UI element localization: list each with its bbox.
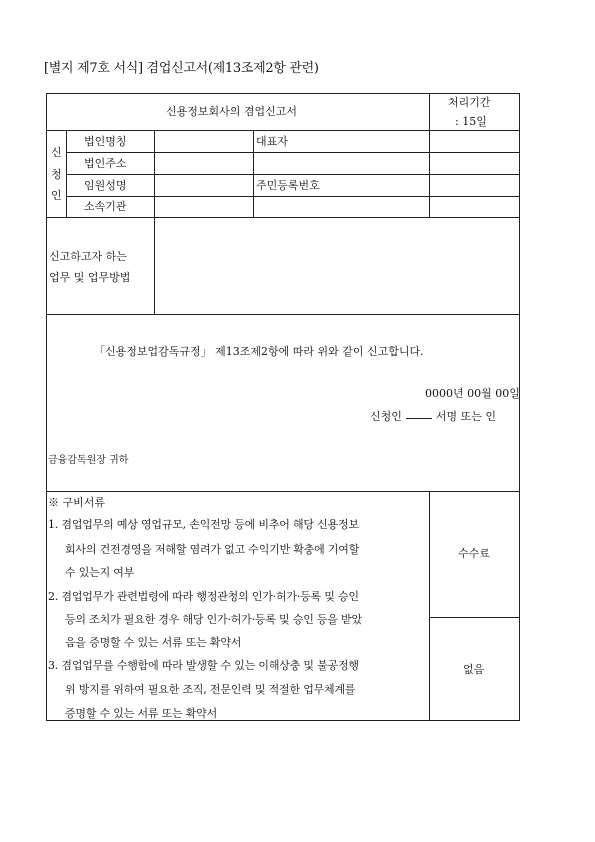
corporate-address-field[interactable]	[156, 153, 252, 174]
processing-period-label: 처리기간	[448, 96, 491, 109]
rule-applicant-right	[429, 130, 430, 217]
corporate-name-label: 법인명칭	[84, 135, 127, 148]
applicant-side-label-3: 인	[51, 189, 62, 202]
fee-label: 수수료	[458, 547, 490, 560]
form-title: [별지 제7호 서식] 겸업신고서(제13조제2항 관련)	[44, 61, 319, 76]
business-label-line1: 신고하고자 하는	[49, 250, 127, 263]
document-line: 1. 겸업업무의 예상 영업규모, 손익전망 등에 비추어 해당 신용정보	[48, 518, 359, 531]
document-line: 2. 겸업업무가 관련법령에 따라 행정관청의 인가·허가·등록 및 승인	[48, 590, 359, 603]
representative-field[interactable]	[431, 131, 519, 152]
business-description-field[interactable]	[156, 218, 519, 314]
rule-label-col	[154, 130, 155, 217]
corporate-address-label: 법인주소	[84, 157, 127, 170]
rule-business-label	[154, 217, 155, 314]
rule-fee-divider	[429, 617, 520, 618]
corporate-name-field[interactable]	[156, 131, 252, 152]
rule-side-label	[66, 130, 67, 217]
document-line: 회사의 건전경영을 저해할 염려가 없고 수익기반 확충에 기여할	[65, 543, 360, 556]
affiliation-label: 소속기관	[84, 200, 127, 213]
rule-processing-left	[429, 93, 430, 130]
executive-name-label: 임원성명	[84, 179, 127, 192]
rule-business-bottom	[46, 314, 520, 315]
rule-row-3	[66, 196, 520, 197]
resident-number-field[interactable]	[431, 175, 519, 196]
document-line: 3. 겸업업무를 수행함에 따라 발생할 수 있는 이해상충 및 불공정행	[48, 659, 359, 672]
document-line: 음을 증명할 수 있는 서류 또는 확약서	[65, 636, 242, 649]
processing-period-value: : 15일	[455, 115, 487, 128]
applicant-side-label-1: 신	[51, 146, 62, 159]
addressee: 금융감독원장 귀하	[48, 455, 129, 466]
rule-fee-col	[429, 491, 430, 721]
document-line: 증명할 수 있는 서류 또는 확약서	[65, 707, 218, 720]
signature-blank[interactable]	[406, 418, 432, 419]
doc-title: 신용정보회사의 겸업신고서	[166, 105, 298, 118]
documents-heading: ※ 구비서류	[48, 496, 106, 509]
document-line: 등의 조치가 필요한 경우 해당 인가·허가·등록 및 승인 등을 받았	[65, 613, 362, 626]
document-line: 수 있는지 여부	[65, 566, 135, 579]
fee-value: 없음	[463, 663, 485, 676]
signature-line	[370, 411, 496, 422]
representative-label: 대표자	[256, 135, 288, 148]
declaration-statement: 「신용정보업감독규정」 제13조제2항에 따라 위와 같이 신고합니다.	[94, 345, 424, 358]
signature-suffix: 서명 또는 인	[435, 410, 497, 423]
applicant-side-label-2: 청	[51, 168, 62, 181]
rule-row-1	[66, 152, 520, 153]
document-line: 위 방지를 위하여 필요한 조직, 전문인력 및 적절한 업무체계를	[65, 683, 356, 696]
executive-name-field[interactable]	[156, 175, 252, 196]
declaration-date: 0000년 00월 00일	[425, 387, 520, 400]
applicant-prefix: 신청인	[370, 410, 402, 423]
affiliation-field[interactable]	[156, 197, 252, 217]
rule-declaration-bottom	[46, 491, 520, 492]
resident-number-label: 주민등록번호	[256, 179, 320, 192]
rule-mid-col	[253, 130, 254, 217]
business-label-line2: 업무 및 업무방법	[49, 271, 131, 284]
